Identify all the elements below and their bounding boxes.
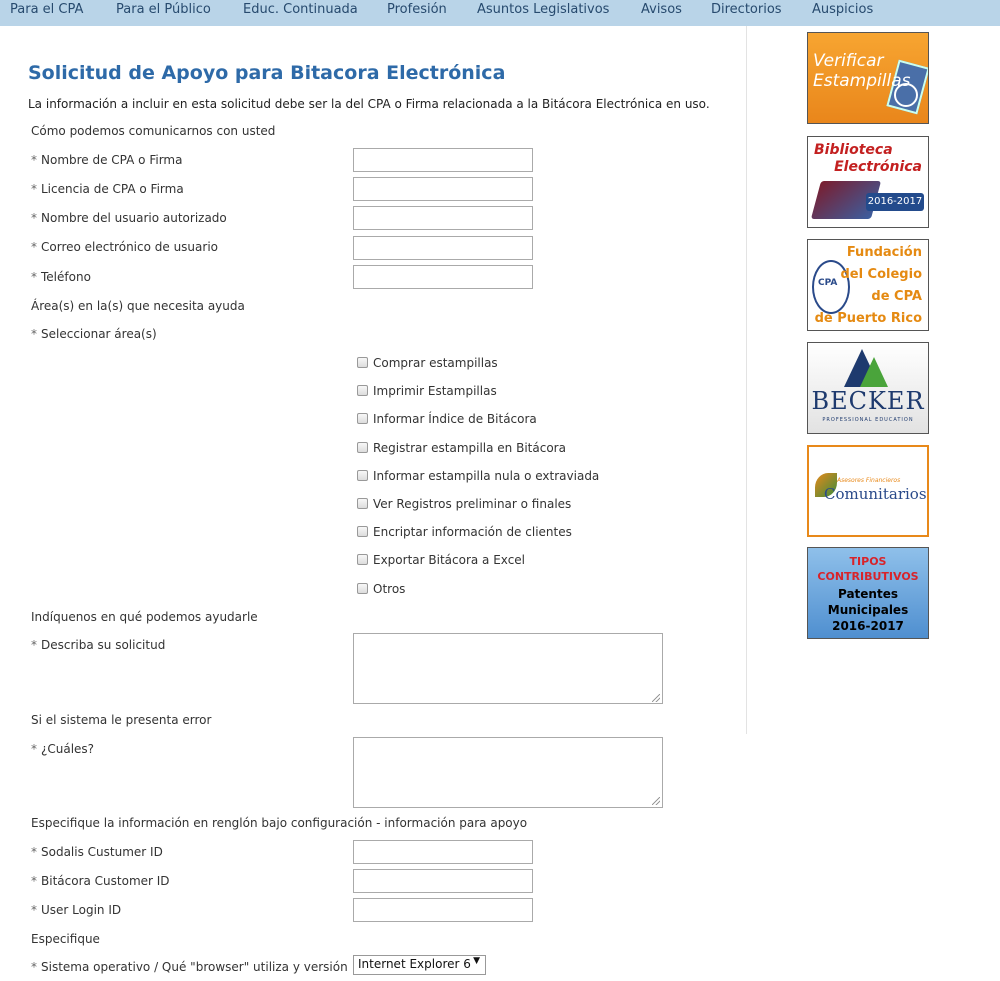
area-option-nula[interactable]: [357, 469, 599, 483]
user-login-input[interactable]: [353, 898, 533, 922]
area-option-label: Imprimir Estampillas: [373, 384, 497, 398]
ad-line: 2016-2017: [832, 619, 904, 633]
section-help: Indíquenos en qué podemos ayudarle: [31, 610, 258, 624]
checkbox[interactable]: [357, 470, 368, 481]
becker-logo-accent-icon: [860, 357, 888, 387]
ad-line: Verificar: [813, 51, 884, 71]
nav-avisos[interactable]: Avisos: [641, 2, 682, 17]
ad-line: CONTRIBUTIVOS: [817, 570, 919, 583]
ad-line: Fundación: [846, 245, 922, 260]
area-option-indice[interactable]: [357, 412, 537, 426]
nav-asuntos-legislativos[interactable]: Asuntos Legislativos: [477, 2, 610, 17]
which-label-text: ¿Cuáles?: [41, 742, 95, 756]
seal-text: CPA: [818, 278, 838, 288]
phone-input[interactable]: [353, 265, 533, 289]
area-option-label: Informar Índice de Bitácora: [373, 412, 537, 426]
login-label-text: User Login ID: [41, 903, 122, 917]
nav-directorios[interactable]: Directorios: [711, 2, 782, 17]
ad-year: 2016-2017: [866, 193, 924, 211]
required-mark: *: [31, 742, 37, 756]
checkbox[interactable]: [357, 526, 368, 537]
section-specify: Especifique: [31, 932, 100, 946]
user-email-label: [31, 240, 218, 254]
ad-tipos-subtitle: [808, 586, 928, 634]
ad-line: de CPA: [871, 289, 922, 304]
dropdown-arrow-icon: ▼: [473, 956, 480, 966]
checkbox[interactable]: [357, 554, 368, 565]
describe-label: [31, 638, 165, 652]
ad-line: del Colegio: [840, 267, 922, 282]
os-label-text: Sistema operativo / Qué "browser" utiliza y versión: [41, 960, 348, 974]
user-name-input[interactable]: [353, 206, 533, 230]
ad-line: de Puerto Rico: [814, 311, 922, 326]
required-mark: *: [31, 270, 37, 284]
ad-line: BECKER: [811, 387, 925, 415]
describe-label-text: Describa su solicitud: [41, 638, 166, 652]
area-option-exportar[interactable]: [357, 553, 525, 567]
nav-para-el-publico[interactable]: Para el Público: [116, 2, 211, 17]
phone-label: [31, 270, 91, 284]
checkbox[interactable]: [357, 498, 368, 509]
required-mark: *: [31, 638, 37, 652]
checkbox[interactable]: [357, 357, 368, 368]
areas-label-text: Seleccionar área(s): [41, 327, 157, 341]
ad-line: Comunitarios: [824, 485, 927, 503]
area-option-imprimir[interactable]: [357, 384, 497, 398]
bitacora-id-input[interactable]: [353, 869, 533, 893]
nav-auspicios[interactable]: Auspicios: [812, 2, 874, 17]
ad-line: Biblioteca: [814, 142, 893, 158]
area-option-label: Encriptar información de clientes: [373, 525, 572, 539]
area-option-comprar[interactable]: [357, 356, 498, 370]
user-email-label-text: Correo electrónico de usuario: [41, 240, 218, 254]
required-mark: *: [31, 182, 37, 196]
required-mark: *: [31, 845, 37, 859]
required-mark: *: [31, 960, 37, 974]
ad-line: TIPOS: [849, 555, 887, 568]
cpa-license-label: [31, 182, 184, 196]
nav-educ-continuada[interactable]: Educ. Continuada: [243, 2, 358, 17]
area-option-label: Ver Registros preliminar o finales: [373, 497, 572, 511]
nav-para-el-cpa[interactable]: Para el CPA: [10, 2, 84, 17]
checkbox[interactable]: [357, 442, 368, 453]
area-option-registrar[interactable]: [357, 441, 566, 455]
ad-line: Estampillas: [813, 71, 911, 91]
checkbox[interactable]: [357, 385, 368, 396]
login-label: [31, 903, 121, 917]
page-title: Solicitud de Apoyo para Bitacora Electrónica: [28, 62, 506, 84]
nav-profesion[interactable]: Profesión: [387, 2, 447, 17]
sodalis-label-text: Sodalis Custumer ID: [41, 845, 163, 859]
browser-select-value: Internet Explorer 6: [358, 957, 471, 971]
bitacora-label-text: Bitácora Customer ID: [41, 874, 170, 888]
user-email-input[interactable]: [353, 236, 533, 260]
user-name-label: [31, 211, 227, 225]
area-option-registros[interactable]: [357, 497, 571, 511]
required-mark: *: [31, 153, 37, 167]
ad-asesores-comunitarios[interactable]: [807, 445, 929, 537]
describe-textarea[interactable]: [353, 633, 663, 704]
which-errors-textarea[interactable]: [353, 737, 663, 808]
ad-line: Patentes: [837, 587, 898, 601]
checkbox[interactable]: [357, 583, 368, 594]
section-contact: Cómo podemos comunicarnos con usted: [31, 124, 276, 138]
cpa-name-label: [31, 153, 182, 167]
ad-line: Electrónica: [834, 159, 922, 175]
os-label: [31, 960, 348, 974]
ad-verificar-estampillas[interactable]: [807, 32, 929, 124]
top-navigation: [0, 0, 1000, 26]
areas-label: [31, 327, 157, 341]
required-mark: *: [31, 211, 37, 225]
ad-line: Municipales: [827, 603, 909, 617]
required-mark: *: [31, 240, 37, 254]
area-option-label: Otros: [373, 582, 406, 596]
cpa-license-label-text: Licencia de CPA o Firma: [41, 182, 184, 196]
ad-verificar-text: [813, 51, 910, 91]
required-mark: *: [31, 903, 37, 917]
checkbox[interactable]: [357, 413, 368, 424]
cpa-name-label-text: Nombre de CPA o Firma: [41, 153, 183, 167]
user-name-label-text: Nombre del usuario autorizado: [41, 211, 227, 225]
area-option-label: Registrar estampilla en Bitácora: [373, 441, 566, 455]
section-config: Especifique la información en renglón bajo configuración - información para apoyo: [31, 816, 528, 830]
cpa-name-input[interactable]: [353, 148, 533, 172]
section-areas: Área(s) en la(s) que necesita ayuda: [31, 299, 245, 313]
area-option-encriptar[interactable]: [357, 525, 572, 539]
sodalis-id-input[interactable]: [353, 840, 533, 864]
sodalis-label: [31, 845, 163, 859]
required-mark: *: [31, 874, 37, 888]
ad-line: Asesores Financieros: [837, 477, 901, 484]
which-label: [31, 742, 94, 756]
browser-select[interactable]: [353, 955, 486, 975]
area-option-label: Comprar estampillas: [373, 356, 498, 370]
required-mark: *: [31, 327, 37, 341]
cpa-license-input[interactable]: [353, 177, 533, 201]
ad-tipos-title: [808, 554, 928, 584]
section-error: Si el sistema le presenta error: [31, 713, 212, 727]
ad-tipos-contributivos[interactable]: [807, 547, 929, 639]
area-option-label: Informar estampilla nula o extraviada: [373, 469, 600, 483]
column-divider: [746, 26, 747, 734]
ad-fundacion-text: [815, 242, 922, 330]
phone-label-text: Teléfono: [41, 270, 91, 284]
area-option-label: Exportar Bitácora a Excel: [373, 553, 526, 567]
area-option-otros[interactable]: [357, 582, 405, 596]
ad-biblioteca-electronica[interactable]: [807, 136, 929, 228]
ad-line: PROFESSIONAL EDUCATION: [822, 417, 914, 423]
ad-becker[interactable]: [807, 342, 929, 434]
intro-text: La información a incluir en esta solicitud debe ser la del CPA o Firma relacionada a la Bitácora Electrónica en uso.: [28, 97, 710, 111]
bitacora-label: [31, 874, 170, 888]
ad-fundacion-colegio[interactable]: [807, 239, 929, 331]
